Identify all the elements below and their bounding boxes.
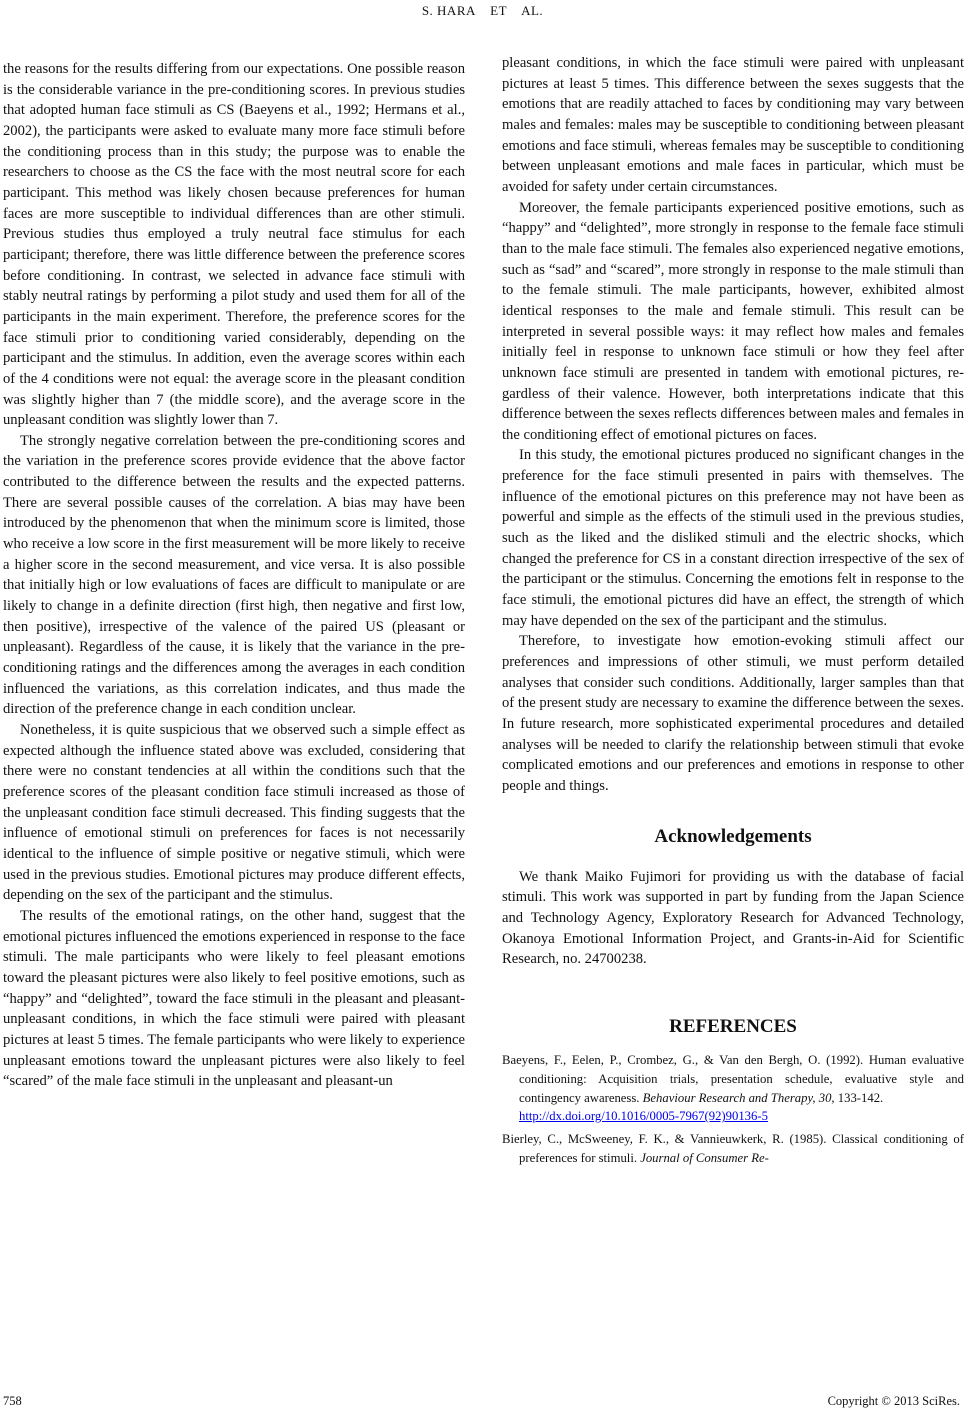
page-number: 758	[3, 1394, 22, 1408]
right-column	[502, 53, 964, 1172]
running-header: S. HARA ET AL.	[421, 3, 544, 18]
reference-item	[502, 1130, 964, 1168]
reference-pages: 133-142.	[834, 1090, 884, 1105]
body-paragraph: Nonetheless, it is quite suspicious that we observed such a simple effect as expected although the influence stated above was excluded, considering that there were no constant tendencies at all within the conditions such that the preference scores of the pleasant condition face stimuli increased as those of the unpleasant condition face stimuli decreased. This finding suggests that the influence of emotional stimuli on preferences for faces is not necessarily identical to the influence of simple positive or negative stimuli, which were used in the previous studies. Emotional pictures may produce different effects, depending on the sex of the participant and the stimulus.	[3, 722, 465, 904]
acknowledgements-text: We thank Maiko Fujimori for providing us with the database of facial stimuli. This work was supported in part by funding from the Japan Science and Technology Agency, Exploratory Research for Advanced Technology, Okanoya Emotional Information Project, and Grants-in-Aid for Scientific Research, no. 24700238.	[502, 868, 964, 968]
reference-authors: Baeyens, F., Eelen, P., Crombez, G., & Van den Bergh, O. (1992). Human evaluative conditioning: Acquisition trials, presentation schedule, evaluative style and contingency awareness.	[502, 1052, 964, 1105]
body-paragraph: The results of the emotional ratings, on the other hand, suggest that the emotional pictures influenced the emotions experienced in response to the face stimuli. The male participants who were likely to feel pleasant emotions toward the pleasant pictures were also likely to feel positive emotions, such as “happy” and “delighted”, toward the face stimuli in the pleasant and pleasant-unpleasant conditions, in which the face stimuli were paired with pleasant pictures at least 5 times. The female participants who were likely to experience unpleasant emotions toward the unpleasant pictures were also likely to feel “scared” of the male face stimuli in the unpleasant and pleasant-un	[3, 907, 465, 1090]
reference-item	[502, 1051, 964, 1126]
body-paragraph: In this study, the emotional pictures produced no significant changes in the preference for the face stimuli presented in pairs with themselves. The influence of the emotional pictures on this preference may not have been as powerful and simple as the effects of the stimuli used in the previous studies, such as the liked and the disliked stimuli and the electric shocks, which changed the preference for CS in a constant direction irrespective of the sex of the participant or the stimulus. Concerning the emotions felt in response to the face stimuli, the emotional pictures did have an effect, the strength of which may have depended on the sex of the participant and the stimulus.	[502, 447, 964, 629]
references-heading: REFERENCES	[669, 1015, 797, 1037]
body-paragraph: Moreover, the female participants experienced positive emotions, such as “happy” and “delighted”, more strongly in response to the female face stimuli than to the male face stimuli. The females also experienced negative emotions, such as “sad” and “scared”, more strongly in response to the male stimuli than to the female stimuli. The male participants, however, exhibited almost identical responses to the male and female stimuli. This result can be interpreted in several possible ways: it may reflect how males and females initially feel in response to unknown face stimuli or how they feel after unknown face stimuli are presented in tandem with emotional pictures, regardless of their valence. However, both interpretations indicate that this difference between the sexes reflects differences between males and females in the conditioning effect of emotional pictures on faces.	[502, 199, 964, 443]
body-paragraph: the reasons for the results differing from our expectations. One possible reason is the considerable variance in the pre-conditioning scores. In previous studies that adopted human face stimuli as CS (Baeyens et al., 1992; Hermans et al., 2002), the participants were asked to evaluate many more face stimuli before the conditioning process than in this study; the purpose was to enable the researchers to choose as the CS the face with the most neutral score for each participant. This method was likely chosen because preferences for human faces are more susceptible to individual differences than are other stimuli. Previous studies thus employed a truly neutral face stimulus for each participant; therefore, there was little difference between the preference scores before conditioning. In contrast, we selected in advance face stimuli with stably neutral ratings by performing a pilot study and used them for all of the participants in the main experiment. Therefore, the preference scores for the face stimuli prior to conditioning varied considerably, depending on the participant and the stimulus. In addition, even the average scores within each of the 4 conditions were not equal: the average score in the pleasant condition was slightly higher than 7 (the middle score), and the average score in the unpleasant condition was slightly lower than 7.	[3, 61, 465, 429]
acknowledgements-heading: Acknowledgements	[654, 825, 812, 847]
body-paragraph: The strongly negative correlation between the pre-conditioning scores and the variation in the preference scores provide evidence that the above factor contributed to the difference between the results and the expected patterns. There are several possible causes of the correlation. A bias may have been introduced by the phenomenon that when the minimum score is limited, those who receive a low score in the first measurement will be more likely to receive a higher score in the second measurement, and vice versa. It is also possible that initially high or low evaluations of faces are difficult to manipulate or are likely to change in a definite direction (first high, then negative and first low, then positive), irrespective of the valence of the paired US (pleasant or unpleasant). Regardless of the cause, it is likely that the variance in the pre-conditioning ratings and the differences among the averages in each condition influenced the variations, as this correlation indicates, and thus made the direction of the preference change in each condition unclear.	[3, 432, 465, 718]
body-paragraph: Therefore, to investigate how emotion-evoking stimuli affect our preferences and impressions of other stimuli, we must perform detailed analyses that consider such conditions. Additionally, larger samples than that of the present study are necessary to examine the difference between the sexes. In future research, more sophisticated experimental procedures and detailed analyses will be needed to clarify the relationship between stimuli that evoke complicated emotions and our preferences and emotions in response to other people and things.	[502, 633, 964, 794]
reference-journal: Behaviour Research and Therapy, 30,	[642, 1090, 835, 1105]
left-column	[3, 59, 465, 1092]
reference-authors: Bierley, C., McSweeney, F. K., & Vannieuwkerk, R. (1985). Classical conditioning of preferences for stimuli.	[502, 1132, 964, 1165]
reference-journal: Journal of Consumer Re-	[640, 1150, 769, 1165]
reference-doi-link[interactable]: http://dx.doi.org/10.1016/0005-7967(92)90136-5	[519, 1109, 768, 1124]
body-paragraph: pleasant conditions, in which the face stimuli were paired with unpleasant pictures at least 5 times. This difference between the sexes suggests that the emotions that are readily attached to faces by conditioning may vary between males and females: males may be susceptible to conditioning between pleasant emotions and face stimuli, whereas females may be susceptible to conditioning between unpleasant emotions and male faces in particular, which must be avoided for safety under certain circumstances.	[502, 55, 964, 195]
copyright-notice: Copyright © 2013 SciRes.	[827, 1394, 960, 1408]
